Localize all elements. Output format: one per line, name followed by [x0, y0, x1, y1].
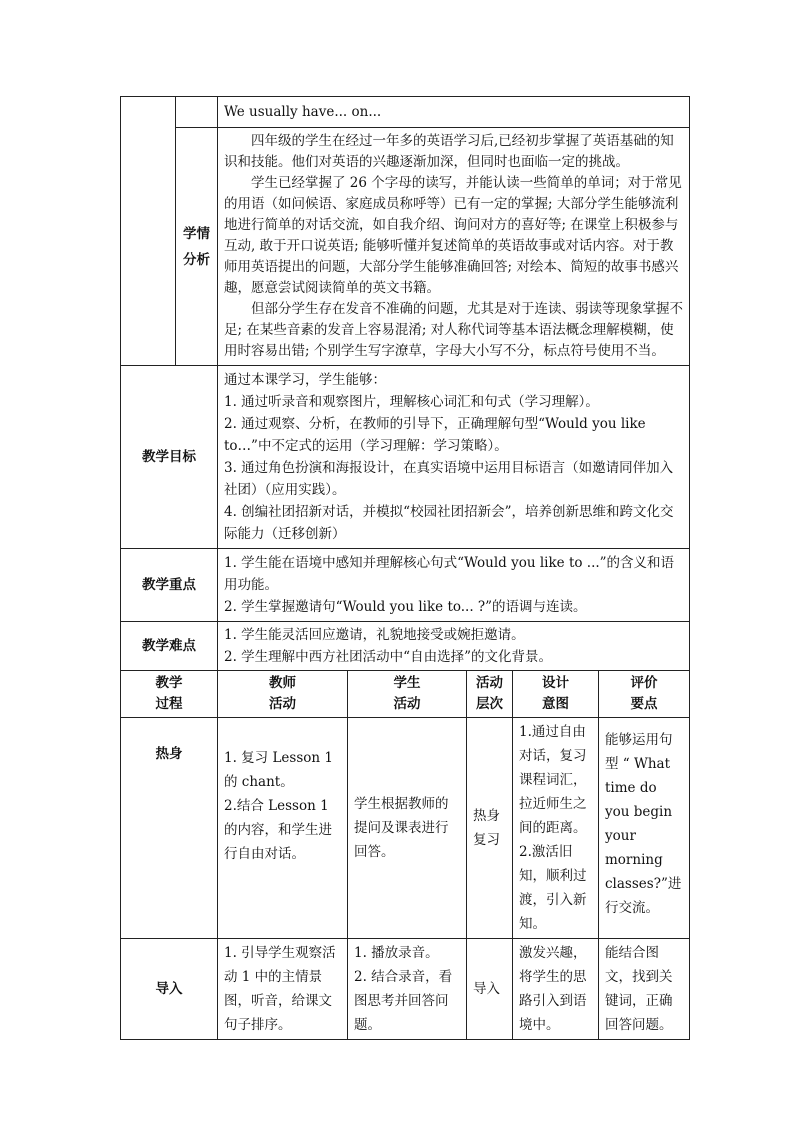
process-row-intro: [121, 939, 690, 1040]
key-points-content: [218, 549, 690, 622]
xueqing-row: [121, 128, 690, 366]
xueqing-paragraph: 四年级的学生在经过一年多的英语学习后,已经初步掌握了英语基础的知识和技能。他们对英语的兴趣逐渐加深，但同时也面临一定的挑战。: [224, 133, 674, 170]
process-header-row: [121, 671, 690, 718]
teacher-activity: 1. 引导学生观察活动 1 中的主情景图，听音，给课文句子排序。: [218, 939, 348, 1040]
activity-level: 热身复习: [467, 718, 513, 939]
key-points-label: 教学重点: [121, 549, 218, 622]
goals-line: 通过本课学习，学生能够：: [224, 372, 386, 388]
header-student: 学生 活动: [348, 671, 467, 718]
xueqing-content: [218, 128, 690, 366]
goals-content: [218, 366, 690, 549]
key-points-line: 1. 学生能在语境中感知并理解核心句式“Would you like to ...”的含义和语用功能。: [224, 555, 675, 593]
difficulties-content: [218, 622, 690, 671]
teacher-activity: 1. 复习 Lesson 1 的 chant。 2.结合 Lesson 1 的内容，和学生进行自由对话。: [218, 718, 348, 939]
goals-row: [121, 366, 690, 549]
student-activity: 学生根据教师的提问及课表进行回答。: [348, 718, 467, 939]
xueqing-paragraph: 但部分学生存在发音不准确的问题，尤其是对于连读、弱读等现象掌握不足; 在某些音素的发音上容易混淆; 对人称代词等基本语法概念理解模糊，使用时容易出错; 个别学生写字潦草，字母大小写不分，标点符号使用不当。: [224, 301, 683, 359]
evaluation-point: 能结合图文，找到关键词，正确回答问题。: [599, 939, 690, 1040]
top-row-text: We usually have... on...: [218, 97, 690, 128]
difficulties-line: 1. 学生能灵活回应邀请，礼貌地接受或婉拒邀请。: [224, 627, 525, 643]
evaluation-point: 能够运用句型 “ What time do you begin your morning classes?”进行交流。: [599, 718, 690, 939]
difficulties-line: 2. 学生理解中西方社团活动中“自由选择”的文化背景。: [224, 649, 552, 665]
design-intent: 1.通过自由对话，复习课程词汇，拉近师生之间的距离。 2.激活旧知，顺利过渡，引入新知。: [513, 718, 599, 939]
header-intent: 设计 意图: [513, 671, 599, 718]
activity-level: 导入: [467, 939, 513, 1040]
stage-label: 导入: [121, 939, 218, 1040]
header-teacher: 教师 活动: [218, 671, 348, 718]
blank-cell: [121, 97, 176, 366]
difficulties-row: [121, 622, 690, 671]
student-activity: 1. 播放录音。 2. 结合录音，看图思考并回答问题。: [348, 939, 467, 1040]
key-points-line: 2. 学生掌握邀请句“Would you like to... ?”的语调与连读。: [224, 599, 587, 615]
lesson-plan-table: [120, 96, 690, 1040]
difficulties-label: 教学难点: [121, 622, 218, 671]
stage-label: 热身: [121, 718, 218, 939]
header-level: 活动 层次: [467, 671, 513, 718]
goals-line: 4. 创编社团招新对话，并模拟“校园社团招新会”，培养创新思维和跨文化交际能力（迁移创新）: [224, 504, 674, 542]
xueqing-paragraph: 学生已经掌握了 26 个字母的读写，并能认读一些简单的单词；对于常见的用语（如问候语、家庭成员称呼等）已有一定的掌握; 大部分学生能够流利地进行简单的对话交流，如自我介绍、询问对方的喜好等; 在课堂上积极参与互动, 敢于开口说英语; 能够听懂并复述简单的英语故事或对话内容。对于教师用英语提出的问题，大部分学生能够准确回答; 对绘本、简短的故事书感兴趣，愿意尝试阅读简单的英文书籍。: [224, 175, 682, 296]
goals-line: 2. 通过观察、分析，在教师的引导下，正确理解句型“Would you like to…”中不定式的运用（学习理解：学习策略）。: [224, 416, 646, 454]
header-stage: 教学 过程: [121, 671, 218, 718]
header-evaluation: 评价 要点: [599, 671, 690, 718]
top-row: [121, 97, 690, 128]
xueqing-label: 学情 分析: [176, 128, 218, 366]
process-row-warmup: [121, 718, 690, 939]
goals-label: 教学目标: [121, 366, 218, 549]
design-intent: 激发兴趣，将学生的思路引入到语境中。: [513, 939, 599, 1040]
key-points-row: [121, 549, 690, 622]
goals-line: 3. 通过角色扮演和海报设计，在真实语境中运用目标语言（如邀请同伴加入社团）（应用实践）。: [224, 460, 674, 498]
blank-subcell: [176, 97, 218, 128]
goals-line: 1. 通过听录音和观察图片，理解核心词汇和句式（学习理解）。: [224, 394, 599, 410]
